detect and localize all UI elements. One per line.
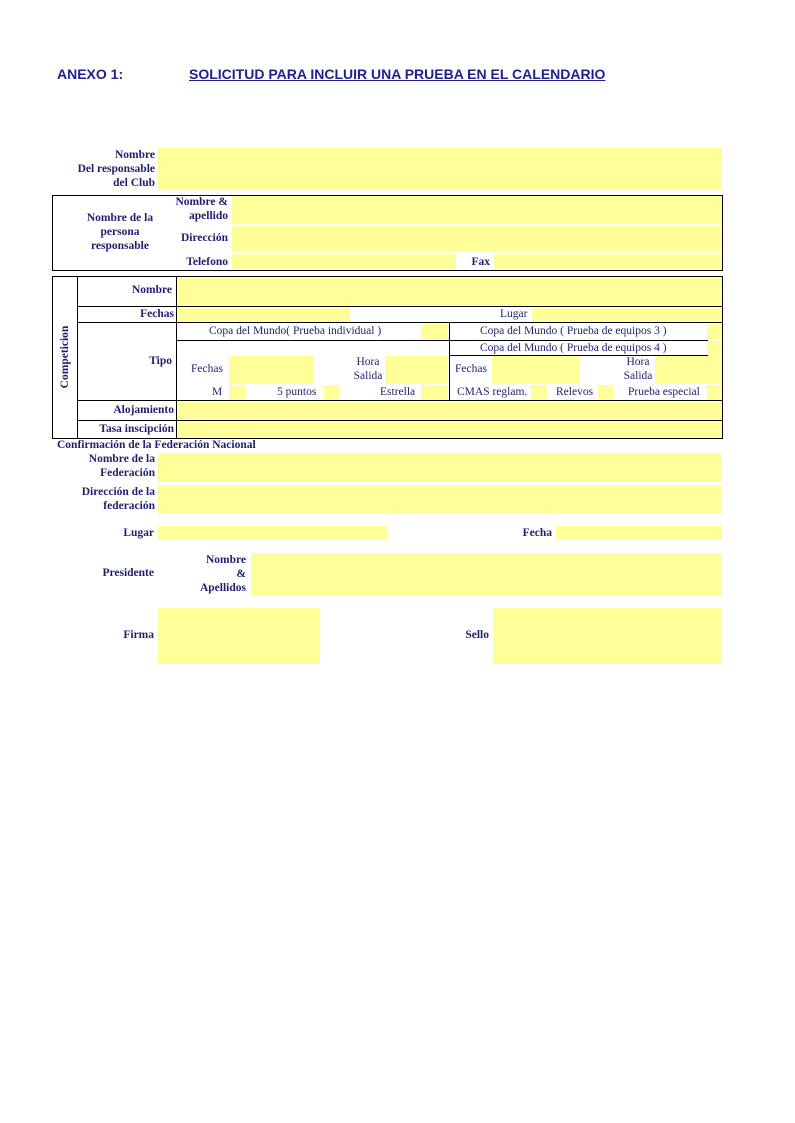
fullname-label [160,195,228,223]
president-name-line-3: Apellidos [199,582,246,594]
row-divider-lodging [77,420,723,421]
federation-date-label: Fecha [522,527,552,539]
competition-dates-field[interactable] [178,308,350,321]
club-responsible-label [40,148,155,190]
fee-field[interactable] [178,422,722,438]
president-name-line-2: & [236,568,246,580]
world-cup-teams-3-option: Copa del Mundo ( Prueba de equipos 3 ) [480,325,667,337]
federation-address-label [40,485,155,513]
federation-name-field[interactable] [158,453,722,482]
competition-side-divider [77,276,78,439]
responsible-person-label [70,211,170,253]
option-special-label: Prueba especial [628,386,700,398]
fax-label: Fax [471,256,490,268]
signature-field[interactable] [158,608,320,664]
club-label-line-3: del Club [113,177,155,189]
club-responsible-field[interactable] [158,148,722,190]
president-name-label [170,553,246,595]
seal-label: Sello [465,629,489,641]
annex-number: ANEXO 1: [57,66,124,82]
fullname-field[interactable] [232,196,722,224]
type-subdivider-left [177,340,450,341]
page-title: SOLICITUD PARA INCLUIR UNA PRUEBA EN EL CALENDARIO [189,66,606,82]
competition-type-label: Tipo [149,355,172,367]
right-dates-field[interactable] [492,356,580,384]
world-cup-individual-checkbox[interactable] [421,324,448,339]
row-divider-type [77,400,723,401]
option-relay-checkbox[interactable] [598,385,614,399]
competition-place-field[interactable] [532,308,722,321]
competition-name-field[interactable] [178,278,722,305]
row-divider-dates [77,322,723,323]
world-cup-teams-4-checkbox[interactable] [707,341,722,355]
fullname-label-line-2: apellido [189,210,228,222]
federation-place-field[interactable] [158,526,387,540]
type-center-divider [449,323,450,401]
fax-field[interactable] [494,254,722,270]
competition-name-label: Nombre [131,284,172,296]
world-cup-teams-3-checkbox[interactable] [707,324,722,339]
federation-section-title: Confirmación de la Federación Nacional [57,439,256,451]
left-start-time-line-1: Hora [356,356,380,368]
option-cmas-label: CMAS reglam. [457,386,528,398]
competition-place-label: Lugar [500,308,528,320]
phone-field[interactable] [232,254,456,270]
right-start-time-line-2: Salida [623,370,653,382]
president-name-line-1: Nombre [205,554,246,566]
right-start-time-field[interactable] [655,356,722,384]
right-dates-label: Fechas [455,363,487,375]
club-label-line-2: Del responsable [77,163,155,175]
competition-dates-label: Fechas [140,308,174,320]
right-start-time-line-1: Hora [626,356,650,368]
option-5-points-label: 5 puntos [277,386,317,398]
fee-label: Tasa inscipción [99,423,174,435]
phone-label: Telefono [186,256,228,268]
responsible-label-line-2: persona [100,226,140,238]
option-m-label: M [212,386,223,398]
federation-address-line-1: Dirección de la [81,486,155,498]
competition-side-label: Competicion [59,325,71,389]
world-cup-individual-option: Copa del Mundo( Prueba individual ) [209,325,382,337]
federation-name-label [40,452,155,480]
option-5-points-checkbox[interactable] [324,385,340,399]
left-dates-label: Fechas [191,363,223,375]
responsible-label-line-3: responsable [91,240,149,252]
option-cmas-checkbox[interactable] [531,385,547,399]
federation-address-field[interactable] [158,485,722,514]
president-name-field[interactable] [251,553,722,596]
lodging-label: Alojamiento [113,404,174,416]
left-start-time-line-2: Salida [353,370,383,382]
lodging-field[interactable] [178,402,722,419]
option-special-checkbox[interactable] [707,385,722,399]
option-star-checkbox[interactable] [421,385,448,399]
left-dates-field[interactable] [229,356,314,384]
federation-address-line-2: federación [103,500,155,512]
federation-place-label: Lugar [123,527,154,539]
address-label: Dirección [180,232,228,244]
signature-label: Firma [123,629,154,641]
president-label: Presidente [102,567,154,579]
federation-name-line-2: Federación [100,467,155,479]
address-field[interactable] [232,226,722,252]
left-start-time-field[interactable] [385,356,448,384]
fullname-label-line-1: Nombre & [175,196,228,208]
federation-name-line-1: Nombre de la [88,453,155,465]
club-label-line-1: Nombre [114,149,155,161]
competition-label-divider [176,276,177,439]
federation-date-field[interactable] [556,526,722,540]
option-relay-label: Relevos [556,386,594,398]
option-star-label: Estrella [380,386,416,398]
world-cup-teams-4-option: Copa del Mundo ( Prueba de equipos 4 ) [480,342,667,354]
seal-field[interactable] [493,608,722,664]
responsible-label-line-1: Nombre de la [86,212,154,224]
option-m-checkbox[interactable] [229,385,245,399]
